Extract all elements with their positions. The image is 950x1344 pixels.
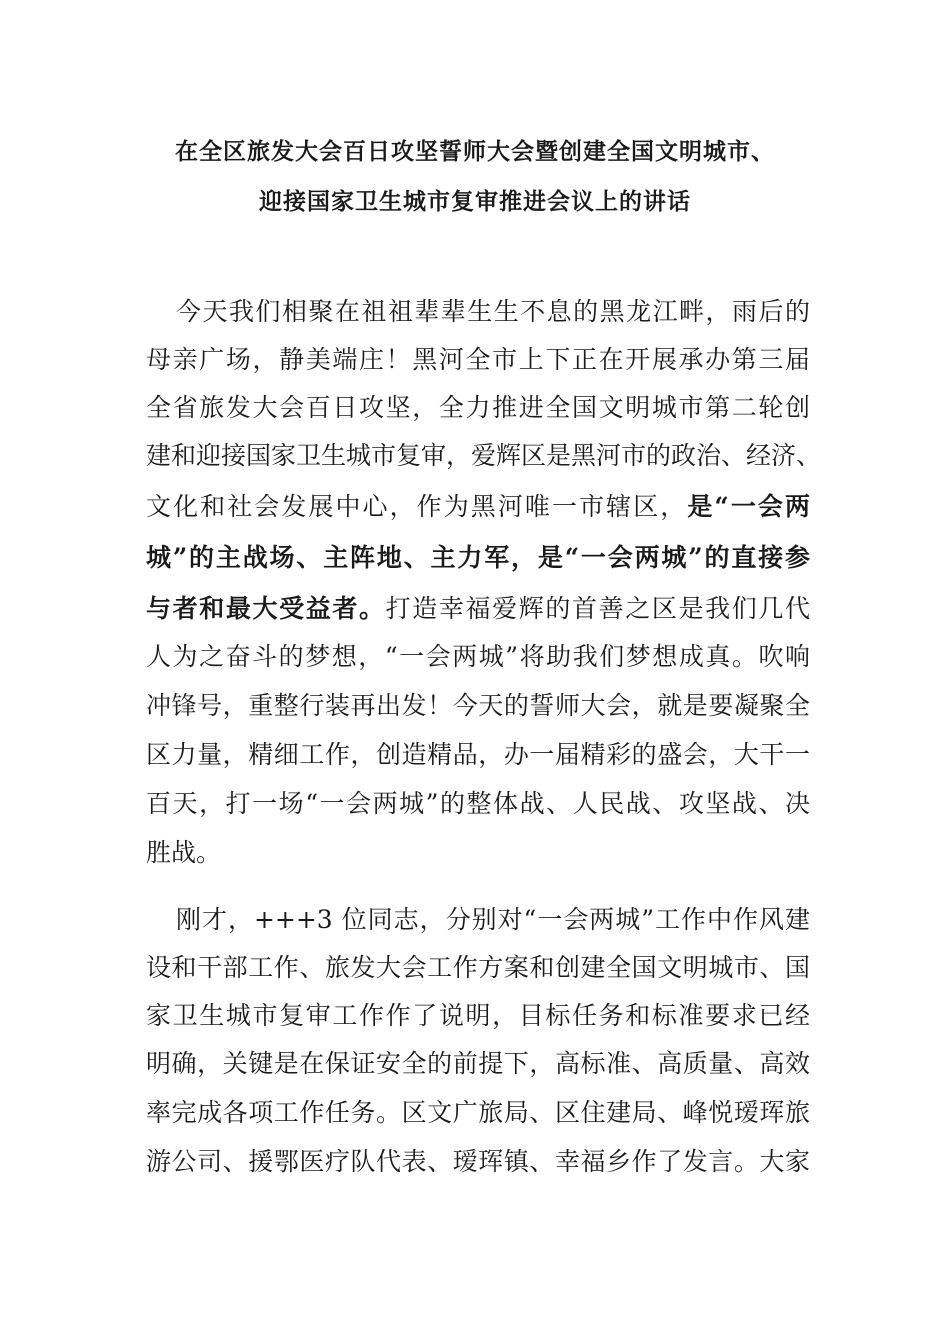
line-text: 设和干部工作、旅发大会工作方案和创建全国文明城市、国 xyxy=(146,953,810,982)
line-text: 率完成各项工作任务。区文广旅局、区住建局、峰悦瑷珲旅 xyxy=(146,1098,810,1127)
paragraph-2-line xyxy=(146,1145,810,1179)
line-text: 刚才，+++3 位同志，分别对“一会两城”工作中作风建 xyxy=(176,905,810,934)
paragraph-1-line xyxy=(146,592,810,626)
line-text: 今天我们相聚在祖祖辈辈生生不息的黑龙江畔，雨后的 xyxy=(176,297,810,326)
line-text: 冲锋号，重整行装再出发！今天的誓师大会，就是要凝聚全 xyxy=(146,691,810,720)
line-text: 母亲广场，静美端庄！黑河全市上下正在开展承办第三届 xyxy=(146,345,810,374)
line-text: 明确，关键是在保证安全的前提下，高标准、高质量、高效 xyxy=(146,1049,810,1078)
line-text: 文化和社会发展中心，作为黑河唯一市辖区， xyxy=(146,492,688,521)
line-text: 百天，打一场“一会两城”的整体战、人民战、攻坚战、决 xyxy=(146,789,810,818)
paragraph-1-line xyxy=(146,787,810,821)
paragraph-2-line xyxy=(146,1047,810,1081)
line-text: 胜战。 xyxy=(146,838,222,867)
paragraph-1-line xyxy=(176,295,810,329)
line-text: 全省旅发大会百日攻坚，全力推进全国文明城市第二轮创 xyxy=(146,393,810,422)
paragraph-1-line xyxy=(146,836,810,870)
paragraph-1-line xyxy=(146,689,810,723)
document-title-line-2: 迎接国家卫生城市复审推进会议上的讲话 xyxy=(259,188,691,215)
paragraph-1-line xyxy=(146,343,810,377)
document-title-line-1: 在全区旅发大会百日攻坚誓师大会暨创建全国文明城市、 xyxy=(175,138,775,165)
line-bold-text: 与者和最大受益者。 xyxy=(146,594,386,623)
line-text: 建和迎接国家卫生城市复审，爱辉区是黑河市的政治、经济、 xyxy=(146,441,822,470)
paragraph-1-line xyxy=(146,490,810,524)
line-bold-text: 城”的主战场、主阵地、主力军，是“一会两城”的直接参 xyxy=(146,543,810,572)
line-text: 家卫生城市复审工作作了说明，目标任务和标准要求已经 xyxy=(146,1001,810,1030)
paragraph-2-line xyxy=(146,951,810,985)
paragraph-1-line xyxy=(146,541,810,575)
paragraph-2-line xyxy=(176,903,810,937)
line-bold-text: 是“一会两 xyxy=(687,492,810,521)
line-text: 人为之奋斗的梦想，“一会两城”将助我们梦想成真。吹响 xyxy=(146,642,810,671)
line-text: 区力量，精细工作，创造精品，办一届精彩的盛会，大干一 xyxy=(146,740,810,769)
line-text: 打造幸福爱辉的首善之区是我们几代 xyxy=(385,594,810,623)
paragraph-1-line xyxy=(146,391,810,425)
paragraph-1-line xyxy=(146,738,810,772)
paragraph-1-line xyxy=(146,640,810,674)
paragraph-2-line xyxy=(146,1096,810,1130)
line-text: 游公司、援鄂医疗队代表、瑷珲镇、幸福乡作了发言。大家 xyxy=(146,1147,810,1176)
paragraph-2-line xyxy=(146,999,810,1033)
paragraph-1-line xyxy=(146,439,822,473)
